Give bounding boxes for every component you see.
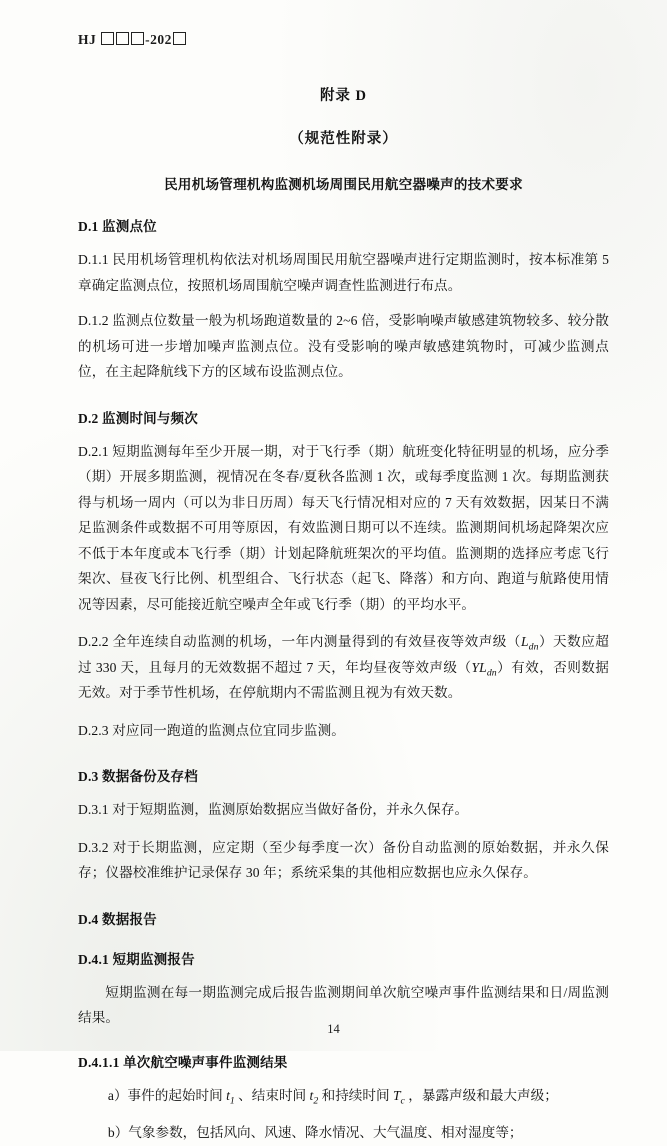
symbol-t1-sub: 1 (229, 1095, 235, 1107)
symbol-t2-base: t (309, 1087, 314, 1103)
section-heading-d4-1-1: D.4.1.1 单次航空噪声事件监测结果 (78, 1054, 288, 1070)
list-item-a-text-3: 和持续时间 (318, 1087, 393, 1103)
symbol-ldn-base: L (520, 634, 529, 649)
list-item-a (78, 1083, 609, 1109)
symbol-t2 (309, 1087, 319, 1107)
paragraph-d2-2-text-1: D.2.2 全年连续自动监测的机场，一年内测量得到的有效昼夜等效声级（ (78, 634, 521, 649)
placeholder-box-2 (116, 32, 129, 45)
placeholder-box-1 (101, 32, 114, 45)
section-heading-d3: D.3 数据备份及存档 (78, 769, 198, 784)
symbol-t1 (226, 1087, 235, 1107)
symbol-ldn (520, 634, 539, 653)
symbol-t1-base: t (226, 1087, 230, 1103)
list-item-a-text-4: ，暴露声级和最大声级； (404, 1087, 558, 1103)
page-number: 14 (327, 1022, 340, 1036)
section-heading-d2: D.2 监测时间与频次 (78, 410, 198, 426)
paragraph-d3-2: D.3.2 对于长期监测，应定期（至少每季度一次）备份自动监测的原始数据，并永久保存；仪器校准维护记录保存 30 年；系统采集的其他相应数据也应永久保存。 (78, 839, 609, 880)
symbol-tc-sub: c (400, 1095, 405, 1107)
paragraph-d2-3: D.2.3 对应同一跑道的监测点位宜同步监测。 (78, 722, 345, 738)
symbol-t2-sub: 2 (313, 1095, 319, 1107)
annex-name: 民用机场管理机构监测机场周围民用航空器噪声的技术要求 (164, 177, 523, 192)
paragraph-d2-1: D.2.1 短期监测每年至少开展一期，对于飞行季（期）航班变化特征明显的机场，应分季（期）开展多期监测，视情况在冬春/夏秋各监测 1 次，或每季度监测 1 次。每期监测获得与机场一周内（可以为非日历周）每天飞行情况相对应的 7 天有效数据，因某日不满足监测条件或数据不可用等原因，有效监测日期可以不连续。监测期间机场起降架次应不低于本年度或本飞行季（期）计划起降航班架次的平均值。监测期的选择应考虑飞行架次、昼夜飞行比例、机型组合、飞行状态（起飞、降落）和方向、跑道与航路使用情况等因素，尽可能接近航空噪声全年或飞行季（期）的平均水平。 (78, 443, 609, 612)
paragraph-d4-1: 短期监测在每一期监测完成后报告监测期间单次航空噪声事件监测结果和日/周监测结果。 (78, 984, 609, 1025)
section-heading-d1: D.1 监测点位 (78, 219, 157, 234)
symbol-yldn-sub: dn (486, 667, 497, 679)
symbol-tc (392, 1087, 405, 1107)
running-head-prefix: HJ (78, 32, 97, 47)
placeholder-box-3 (131, 32, 144, 45)
symbol-tc-base: T (392, 1087, 401, 1103)
paragraph-d1-2: D.1.2 监测点位数量一般为机场跑道数量的 2~6 倍，受影响噪声敏感建筑物较多、较分散的机场可进一步增加噪声监测点位。没有受影响的噪声敏感建筑物时，可减少监测点位，在主起降航线下方的区域布设监测点位。 (78, 313, 609, 379)
list-item-b: b）气象参数，包括风向、风速、降水情况、大气温度、相对湿度等； (107, 1125, 523, 1140)
list-item-a-text-1: a）事件的起始时间 (107, 1087, 227, 1103)
section-heading-d4: D.4 数据报告 (78, 911, 157, 927)
symbol-yldn (471, 659, 497, 679)
placeholder-box-4 (173, 32, 186, 45)
symbol-yldn-base: YL (471, 659, 487, 675)
annex-title: 附录 D (319, 88, 368, 104)
paragraph-d2-2-text-3: ）有效，否则数据无效。对于季节性机场，在停航期内不需监测且视为有效天数。 (78, 659, 609, 700)
paragraph-d1-1: D.1.1 民用机场管理机构依法对机场周围民用航空器噪声进行定期监测时，按本标准第 5 章确定监测点位，按照机场周围航空噪声调查性监测进行布点。 (78, 252, 609, 293)
paragraph-d2-2 (78, 629, 609, 706)
running-head-suffix: -202 (145, 32, 172, 47)
paragraph-d2-2-text-2: ）天数应超过 330 天，且每月的无效数据不超过 7 天，年均昼夜等效声级（ (78, 634, 609, 675)
paragraph-d3-1: D.3.1 对于短期监测，监测原始数据应当做好备份，并永久保存。 (78, 802, 469, 817)
annex-kind: （规范性附录） (289, 131, 398, 147)
list-item-a-text-2: 、结束时间 (234, 1087, 310, 1103)
section-heading-d4-1: D.4.1 短期监测报告 (78, 951, 195, 967)
running-head (78, 0, 609, 54)
symbol-ldn-sub: dn (528, 641, 539, 653)
